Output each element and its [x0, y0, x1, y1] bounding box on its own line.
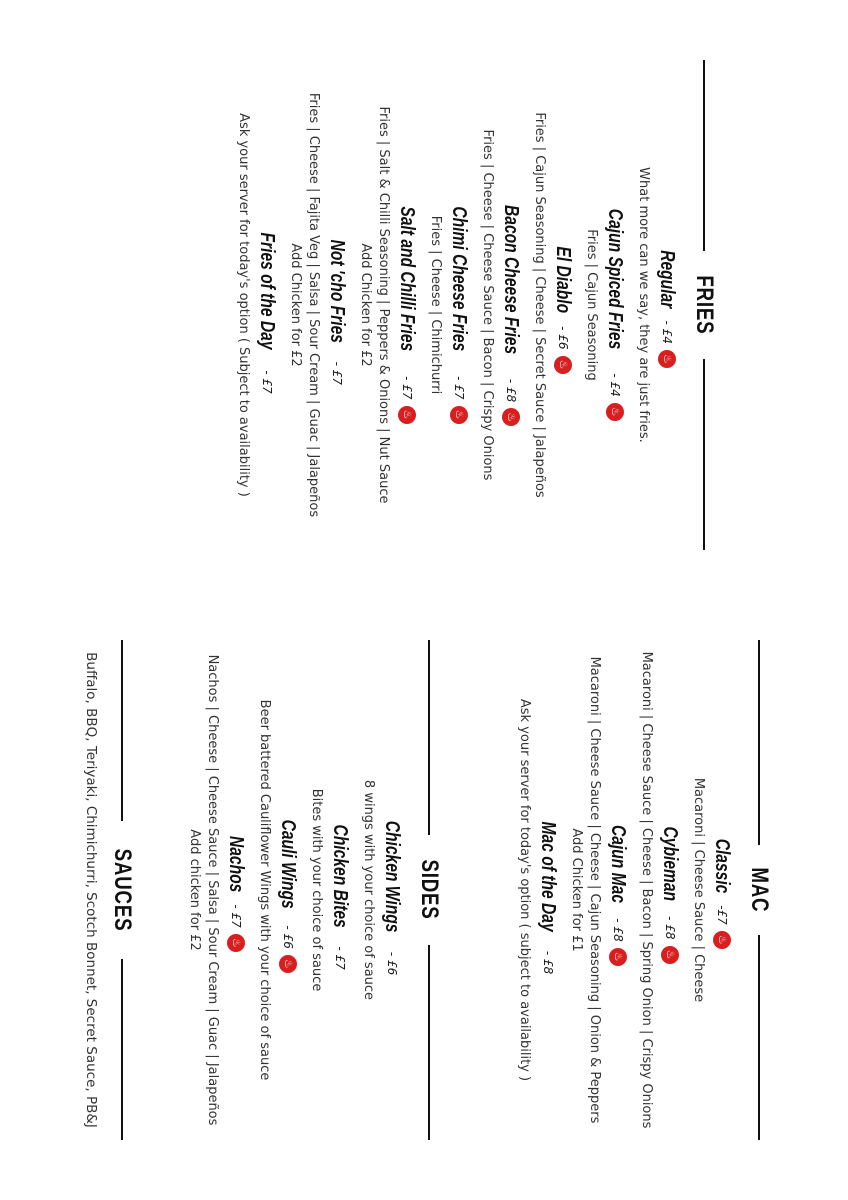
chili-icon: ♨	[227, 934, 245, 952]
item-price: - £8	[504, 378, 518, 403]
item-description: Nachos | Cheese | Cheese Sauce | Salsa | Sour Cream | Guac | Jalapeños	[205, 654, 220, 1126]
menu-item	[359, 640, 407, 1140]
menu-item-heading	[548, 60, 578, 550]
section-title: MAC	[746, 867, 773, 913]
menu-item	[478, 60, 526, 550]
menu-item	[637, 640, 685, 1140]
menu-item	[255, 640, 303, 1140]
menu-item	[530, 60, 578, 550]
item-name: Cajun Mac	[607, 825, 629, 904]
sauces-section	[82, 640, 136, 1140]
item-price: - £8	[663, 916, 677, 940]
item-name: Cauli Wings	[277, 819, 299, 909]
item-description: Fries | Salt & Chilli Seasoning | Peppers & Onions | Nut Sauce	[376, 106, 391, 504]
menu-item	[689, 640, 737, 1140]
divider	[428, 640, 430, 835]
item-price: - £7	[333, 946, 347, 970]
item-description: Add Chicken for £2	[288, 243, 303, 367]
item-description: Macaroni | Cheese Sauce | Cheese	[691, 777, 706, 1003]
item-description: What more can we say, they are just fries.	[636, 167, 651, 443]
item-description: Ask your server for today's option ( Subject to availability )	[236, 113, 251, 497]
item-price: - £7	[400, 376, 414, 400]
fries-section	[234, 60, 718, 550]
menu-item-heading	[392, 60, 422, 550]
menu-item-heading	[655, 640, 685, 1140]
item-description: 8 wings with your choice of sauce	[361, 779, 376, 1001]
item-description: Add chicken for £2	[187, 829, 202, 951]
item-description: Fries | Cajun Seasoning | Cheese | Secret Sauce | Jalapeños	[532, 112, 547, 498]
chili-icon: ♨	[658, 350, 676, 368]
item-price: -£7	[715, 905, 729, 925]
item-price: - £8	[541, 950, 555, 975]
menu-item	[515, 640, 563, 1140]
sides-section	[185, 640, 443, 1140]
menu-item	[307, 640, 355, 1140]
item-price: - £7	[452, 376, 466, 400]
item-description: Fries | Cheese | Fajita Veg | Salsa | Sour Cream | Guac | Jalapeños	[306, 92, 321, 518]
divider	[703, 60, 705, 251]
item-price: - £7	[229, 904, 243, 928]
item-price: - £4	[660, 320, 674, 344]
menu-item-heading	[652, 60, 682, 550]
menu-item-heading	[377, 640, 407, 1140]
sauces-header	[108, 640, 136, 1140]
item-name: Cajun Spiced Fries	[604, 209, 626, 350]
divider	[121, 959, 123, 1140]
item-name: Mac of the Day	[537, 821, 559, 932]
menu-item-heading	[325, 640, 355, 1140]
item-description: Fries | Cajun Seasoning	[584, 229, 599, 381]
chili-icon: ♨	[502, 408, 520, 426]
item-name: Classic	[711, 838, 733, 894]
menu-item-heading	[603, 640, 633, 1140]
chili-icon: ♨	[554, 356, 572, 374]
menu-item-heading	[322, 60, 352, 550]
menu-item	[286, 60, 352, 550]
item-description: Ask your server for today's option ( subject to availability )	[517, 698, 532, 1082]
divider	[703, 359, 705, 550]
menu-item-heading	[252, 60, 282, 550]
item-name: Chicken Bites	[329, 824, 351, 928]
item-description: Add Chicken for £2	[358, 243, 373, 367]
mac-section	[515, 640, 773, 1140]
menu-item-heading	[600, 60, 630, 550]
sides-header	[415, 640, 443, 1140]
divider	[428, 945, 430, 1140]
item-price: - £7	[330, 361, 344, 385]
menu-item-heading	[444, 60, 474, 550]
item-name: Not 'cho Fries	[326, 239, 348, 343]
chili-icon: ♨	[661, 946, 679, 964]
chili-icon: ♨	[450, 406, 468, 424]
menu-item-heading	[533, 640, 563, 1140]
menu-item	[567, 640, 633, 1140]
item-name: Cybieman	[659, 826, 681, 902]
item-name: El Diablo	[552, 245, 574, 313]
section-title: SIDES	[416, 859, 443, 921]
menu-item	[634, 60, 682, 550]
menu-item-heading	[221, 640, 251, 1140]
item-description: Macaroni | Cheese Sauce | Cheese | Cajun Seasoning | Onion & Peppers	[587, 656, 602, 1124]
sides-list	[185, 640, 407, 1140]
menu-item-heading	[707, 640, 737, 1140]
menu-item	[185, 640, 251, 1140]
item-description: Add Chicken for £1	[569, 828, 584, 952]
divider	[758, 640, 760, 845]
chili-icon: ♨	[713, 931, 731, 949]
menu-item	[426, 60, 474, 550]
chili-icon: ♨	[279, 955, 297, 973]
item-name: Regular	[656, 250, 678, 309]
sauces-list: Buffalo, BBQ, Teriyaki, Chimichurri, Scotch Bonnet, Secret Sauce, PB&J	[83, 652, 99, 1128]
section-title: FRIES	[691, 275, 718, 335]
item-price: - £7	[260, 370, 274, 394]
item-description: Bites with your choice of sauce	[309, 788, 324, 992]
menu-item	[582, 60, 630, 550]
menu-item	[234, 60, 282, 550]
menu-item-heading	[273, 640, 303, 1140]
item-price: - £6	[281, 925, 295, 949]
item-price: - £4	[608, 373, 622, 397]
chili-icon: ♨	[609, 948, 627, 966]
item-price: - £8	[611, 918, 625, 942]
fries-header	[690, 60, 718, 550]
item-name: Salt and Chilli Fries	[396, 206, 418, 352]
item-description: Fries | Cheese | Cheese Sauce | Bacon | Crispy Onions	[480, 129, 495, 481]
item-name: Fries of the Day	[256, 232, 278, 350]
item-name: Nachos	[225, 836, 247, 893]
fries-list	[234, 60, 682, 550]
item-name: Chimi Cheese Fries	[448, 206, 470, 352]
divider	[121, 640, 123, 821]
item-price: - £6	[385, 951, 399, 976]
item-price: - £6	[556, 326, 570, 350]
mac-header	[745, 640, 773, 1140]
item-name: Bacon Cheese Fries	[500, 204, 522, 354]
item-description: Beer battered Cauliflower Wings with your choice of sauce	[257, 699, 272, 1081]
item-description: Macaroni | Cheese Sauce | Cheese | Bacon | Spring Onion | Crispy Onions	[639, 651, 654, 1129]
item-name: Chicken Wings	[381, 820, 403, 933]
menu-item-heading	[496, 60, 526, 550]
chili-icon: ♨	[398, 406, 416, 424]
chili-icon: ♨	[606, 403, 624, 421]
item-description: Fries | Cheese | Chimichurri	[428, 215, 443, 395]
menu-item	[356, 60, 422, 550]
mac-list	[515, 640, 737, 1140]
section-title: SAUCES	[109, 848, 136, 932]
divider	[758, 935, 760, 1140]
